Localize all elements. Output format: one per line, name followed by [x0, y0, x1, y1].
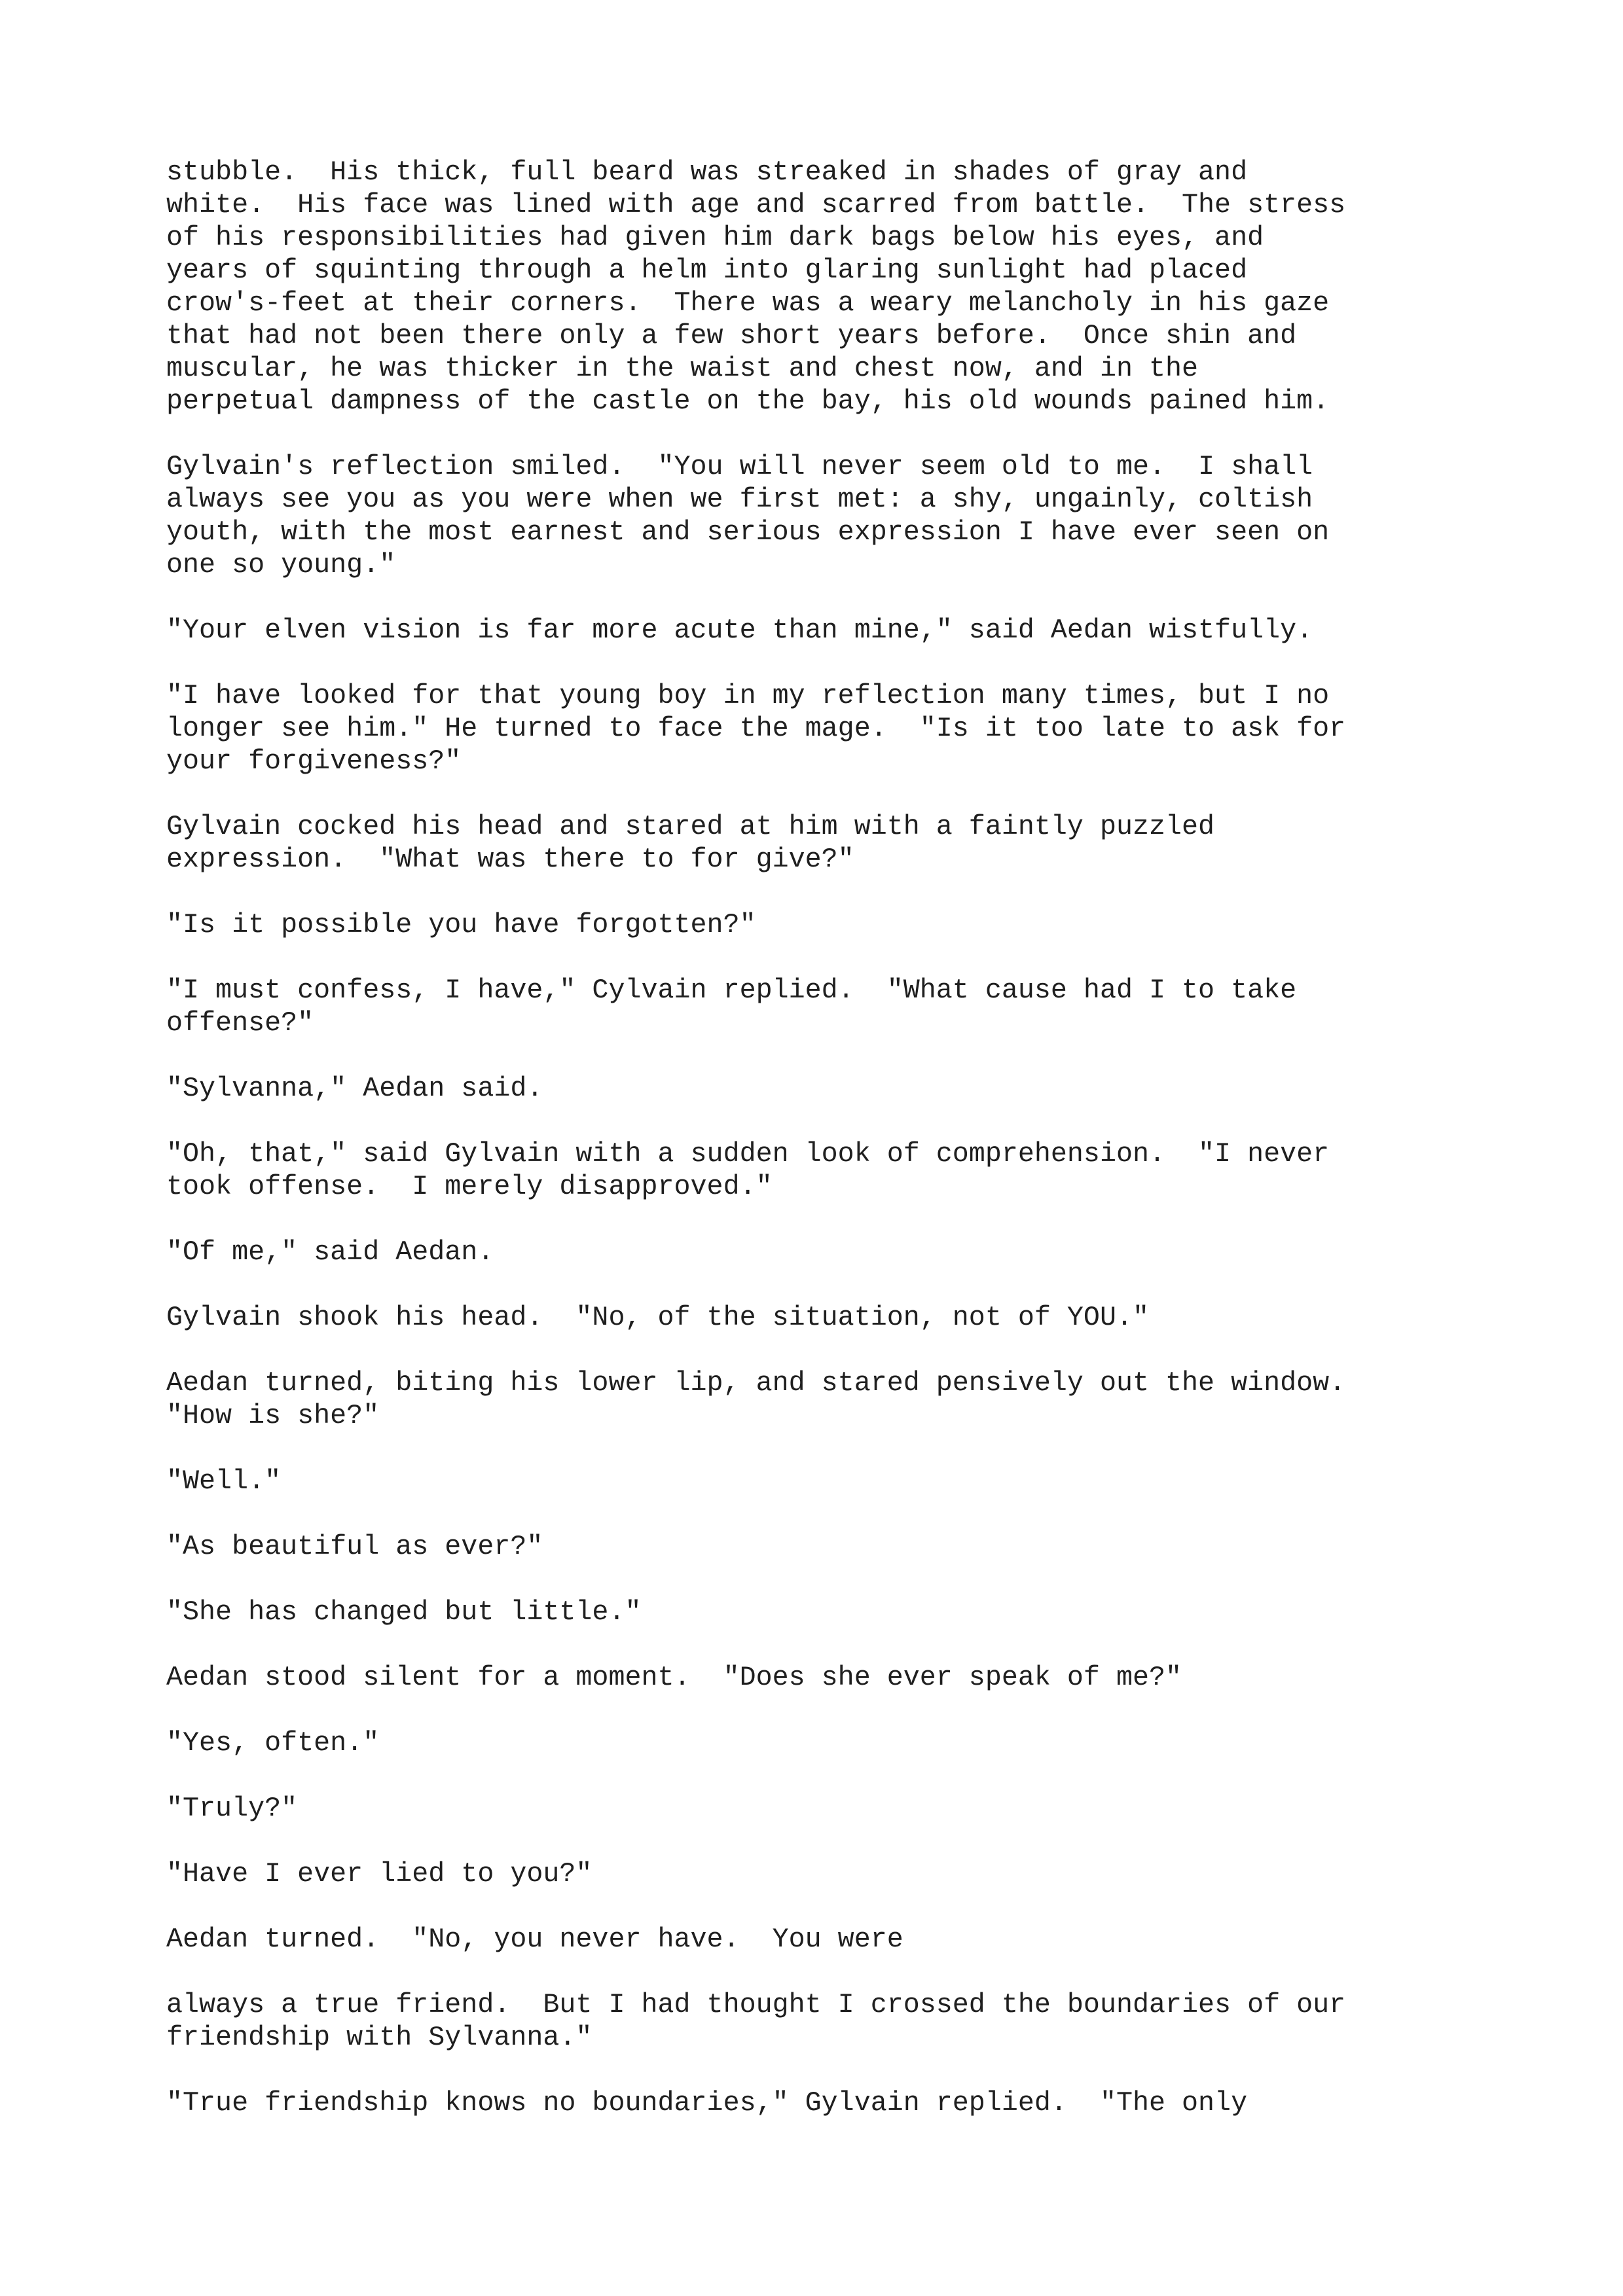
text-line: longer see him." He turned to face the mage. "Is it too late to ask for: [166, 713, 1346, 744]
text-line: your forgiveness?": [166, 745, 462, 777]
text-line: always see you as you were when we first met: a shy, ungainly, coltish: [166, 484, 1313, 515]
text-line: friendship with Sylvanna.": [166, 2022, 593, 2053]
text-line: years of squinting through a helm into glaring sunlight had placed: [166, 255, 1248, 286]
text-line: "True friendship knows no boundaries," Gylvain replied. "The only: [166, 2087, 1248, 2119]
paragraph: [166, 1596, 1574, 1628]
text-line: "Your elven vision is far more acute than mine," said Aedan wistfully.: [166, 615, 1313, 646]
text-line: "Truly?": [166, 1793, 298, 1824]
text-line: "How is she?": [166, 1400, 380, 1431]
text-line: Aedan turned. "No, you never have. You were: [166, 1924, 903, 1955]
text-line: "Yes, often.": [166, 1727, 380, 1759]
paragraph: [166, 1792, 1574, 1825]
text-line: took offense. I merely disapproved.": [166, 1171, 773, 1202]
paragraph: [166, 1727, 1574, 1759]
text-line: one so young.": [166, 549, 396, 581]
paragraph: [166, 1530, 1574, 1563]
paragraph: [166, 156, 1574, 418]
text-line: "As beautiful as ever?": [166, 1531, 543, 1562]
paragraph: [166, 908, 1574, 941]
paragraph: [166, 1236, 1574, 1268]
paragraph: [166, 1923, 1574, 1956]
paragraph: [166, 1367, 1574, 1432]
text-line: Gylvain shook his head. "No, of the situation, not of YOU.": [166, 1302, 1149, 1333]
text-line: stubble. His thick, full beard was streaked in shades of gray and: [166, 156, 1248, 188]
text-line: Aedan turned, biting his lower lip, and stared pensively out the window.: [166, 1367, 1346, 1399]
text-line: Gylvain cocked his head and stared at him with a faintly puzzled: [166, 811, 1215, 842]
paragraph: [166, 974, 1574, 1039]
paragraph: [166, 679, 1574, 778]
text-line: crow's-feet at their corners. There was a weary melancholy in his gaze: [166, 287, 1330, 319]
paragraph: [166, 1661, 1574, 1694]
text-line: white. His face was lined with age and scarred from battle. The stress: [166, 189, 1346, 221]
text-line: "She has changed but little.": [166, 1596, 642, 1628]
paragraph: [166, 1072, 1574, 1105]
text-line: "Sylvanna," Aedan said.: [166, 1073, 543, 1104]
text-line: perpetual dampness of the castle on the bay, his old wounds pained him.: [166, 386, 1330, 417]
text-line: always a true friend. But I had thought I crossed the boundaries of our: [166, 1989, 1346, 2020]
text-line: "Have I ever lied to you?": [166, 1858, 593, 1890]
text-line: "I have looked for that young boy in my reflection many times, but I no: [166, 680, 1330, 711]
paragraph: [166, 1138, 1574, 1203]
paragraph: [166, 450, 1574, 581]
text-line: "Well.": [166, 1465, 282, 1497]
text-line: of his responsibilities had given him dark bags below his eyes, and: [166, 222, 1264, 253]
text-line: "Is it possible you have forgotten?": [166, 909, 756, 941]
text-line: "I must confess, I have," Cylvain replied. "What cause had I to take: [166, 975, 1297, 1006]
paragraph: [166, 1465, 1574, 1498]
document-body-text: [166, 156, 1574, 2152]
paragraph: [166, 614, 1574, 647]
paragraph: [166, 1988, 1574, 2054]
text-line: muscular, he was thicker in the waist and chest now, and in the: [166, 353, 1199, 384]
text-line: that had not been there only a few short years before. Once shin and: [166, 320, 1297, 351]
text-line: Aedan stood silent for a moment. "Does she ever speak of me?": [166, 1662, 1182, 1693]
text-line: offense?": [166, 1007, 314, 1039]
text-line: Gylvain's reflection smiled. "You will never seem old to me. I shall: [166, 451, 1313, 482]
paragraph: [166, 1857, 1574, 1890]
paragraph: [166, 2087, 1574, 2119]
text-line: "Of me," said Aedan.: [166, 1236, 494, 1268]
paragraph: [166, 810, 1574, 876]
paragraph: [166, 1301, 1574, 1334]
text-line: expression. "What was there to for give?": [166, 844, 854, 875]
text-line: youth, with the most earnest and serious expression I have ever seen on: [166, 516, 1330, 548]
text-line: "Oh, that," said Gylvain with a sudden look of comprehension. "I never: [166, 1138, 1330, 1170]
